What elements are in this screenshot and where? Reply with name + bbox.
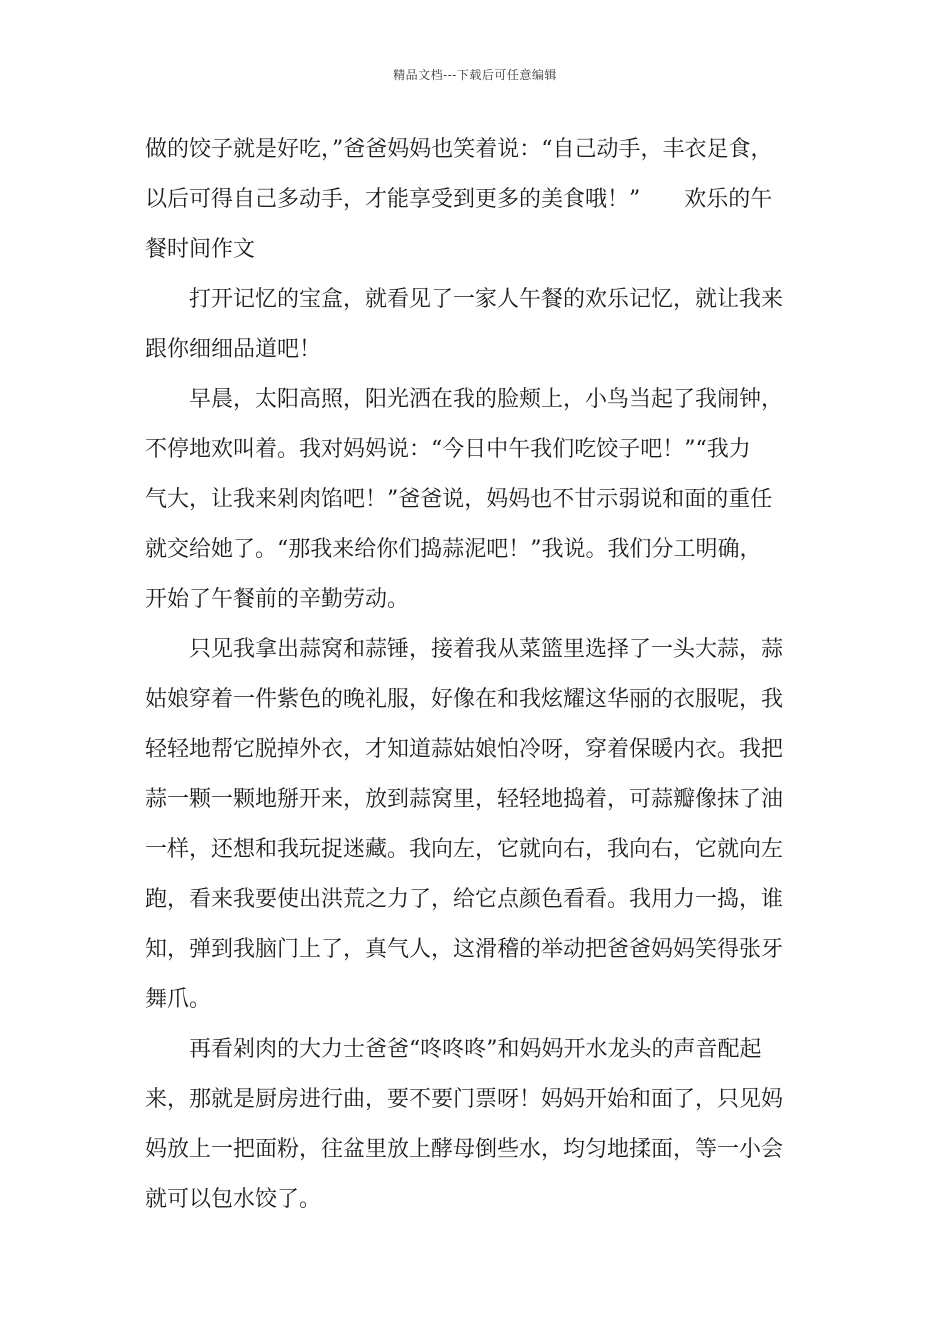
- text-line: 气大，让我来剁肉馅吧！”爸爸说，妈妈也不甘示弱说和面的重任: [145, 487, 773, 512]
- text-line: 再看剁肉的大力士爸爸“咚咚咚”和妈妈开水龙头的声音配起: [189, 1037, 762, 1062]
- text-line: 来，那就是厨房进行曲，要不要门票呀！妈妈开始和面了，只见妈: [145, 1087, 784, 1112]
- text-line: 跑，看来我要使出洪荒之力了，给它点颜色看看。我用力一捣，谁: [145, 887, 784, 912]
- text-line: 开始了午餐前的辛勤劳动。: [145, 587, 410, 612]
- text-line: 跟你细细品道吧！: [145, 337, 322, 362]
- paragraph: [145, 1025, 825, 1225]
- text-line: 早晨，太阳高照，阳光洒在我的脸颊上，小鸟当起了我闹钟，: [189, 387, 784, 412]
- text-line: 就交给她了。“那我来给你们捣蒜泥吧！”我说。我们分工明确，: [145, 537, 762, 562]
- paragraph: [145, 125, 825, 275]
- text-line: 不停地欢叫着。我对妈妈说：“今日中午我们吃饺子吧！”“我力: [145, 437, 751, 462]
- text-line: 舞爪。: [145, 987, 212, 1012]
- text-line: 打开记忆的宝盒，就看见了一家人午餐的欢乐记忆，就让我来: [189, 287, 784, 312]
- text-line: 轻轻地帮它脱掉外衣，才知道蒜姑娘怕冷呀，穿着保暖内衣。我把: [145, 737, 784, 762]
- text-line: 姑娘穿着一件紫色的晚礼服，好像在和我炫耀这华丽的衣服呢，我: [145, 687, 784, 712]
- text-line: 餐时间作文: [145, 237, 256, 262]
- text-line: 做的饺子就是好吃，”爸爸妈妈也笑着说：“自己动手，丰衣足食，: [145, 137, 773, 162]
- text-line: 蒜一颗一颗地掰开来，放到蒜窝里，轻轻地捣着，可蒜瓣像抹了油: [145, 787, 784, 812]
- paragraph: [145, 625, 825, 1025]
- paragraph: [145, 275, 825, 375]
- text-line: 就可以包水饺了。: [145, 1187, 322, 1212]
- document-body: [145, 125, 825, 1225]
- text-line: 知，弹到我脑门上了，真气人，这滑稽的举动把爸爸妈妈笑得张牙: [145, 937, 784, 962]
- page-header: 精品文档---下载后可任意编辑: [393, 68, 557, 82]
- text-line: 以后可得自己多动手，才能享受到更多的美食哦！” 欢乐的午: [145, 187, 773, 212]
- text-line: 妈放上一把面粉，往盆里放上酵母倒些水，均匀地揉面，等一小会: [145, 1137, 784, 1162]
- text-line: 只见我拿出蒜窝和蒜锤，接着我从菜篮里选择了一头大蒜，蒜: [189, 637, 784, 662]
- paragraph: [145, 375, 825, 625]
- text-line: 一样，还想和我玩捉迷藏。我向左，它就向右，我向右，它就向左: [145, 837, 784, 862]
